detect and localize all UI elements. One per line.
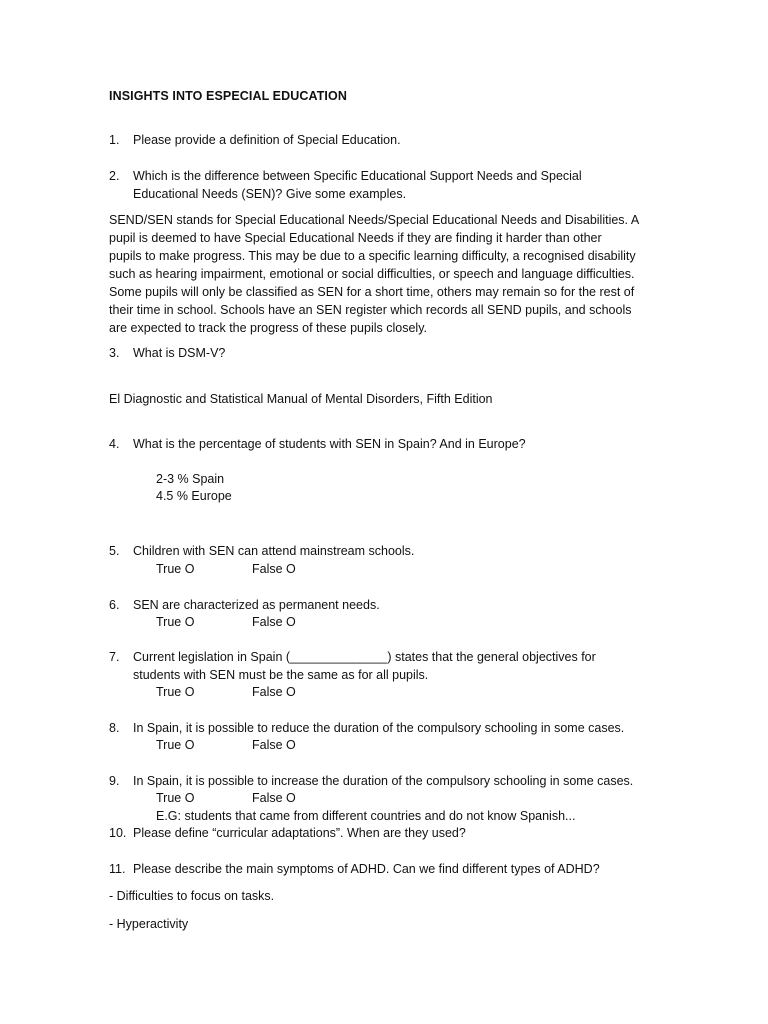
question-text-line: Educational Needs (SEN)? Give some examples. bbox=[133, 187, 407, 201]
answer-line: SEND/SEN stands for Special Educational Needs/Special Educational Needs and Disabilities. A bbox=[109, 213, 640, 227]
answer-spain-percentage: 2-3 % Spain bbox=[156, 472, 225, 486]
answer-line: Some pupils will only be classified as SEN for a short time, others may remain so for the rest of bbox=[109, 285, 635, 299]
question-text: Please provide a definition of Special Education. bbox=[133, 133, 401, 147]
question-number: 7. bbox=[109, 650, 120, 664]
false-option: False O bbox=[252, 685, 296, 699]
question-text: Children with SEN can attend mainstream schools. bbox=[133, 544, 415, 558]
question-5 bbox=[109, 542, 669, 560]
false-option: False O bbox=[252, 615, 296, 629]
question-number: 4. bbox=[109, 437, 120, 451]
question-text-line: Current legislation in Spain (______________) states that the general objectives for bbox=[133, 650, 596, 664]
question-4 bbox=[109, 435, 669, 453]
question-number: 9. bbox=[109, 774, 120, 788]
true-option: True O bbox=[156, 738, 195, 752]
question-1 bbox=[109, 131, 669, 149]
answer-line: are expected to track the progress of these pupils closely. bbox=[109, 321, 427, 335]
question-text: What is the percentage of students with SEN in Spain? And in Europe? bbox=[133, 437, 526, 451]
question-10 bbox=[109, 824, 669, 842]
answer-line: pupil is deemed to have Special Educational Needs if they are finding it harder than other bbox=[109, 231, 602, 245]
true-option: True O bbox=[156, 615, 195, 629]
question-11 bbox=[109, 860, 669, 878]
document-title: INSIGHTS INTO ESPECIAL EDUCATION bbox=[109, 89, 347, 103]
question-text-line: Which is the difference between Specific Educational Support Needs and Special bbox=[133, 169, 582, 183]
question-number: 3. bbox=[109, 346, 120, 360]
answer-line: their time in school. Schools have an SEN register which records all SEND pupils, and schools bbox=[109, 303, 632, 317]
question-6 bbox=[109, 596, 669, 614]
answer-europe-percentage: 4.5 % Europe bbox=[156, 489, 232, 503]
question-3 bbox=[109, 344, 669, 362]
question-text: Please describe the main symptoms of ADHD. Can we find different types of ADHD? bbox=[133, 862, 600, 876]
question-text: What is DSM-V? bbox=[133, 346, 226, 360]
question-number: 2. bbox=[109, 169, 120, 183]
symptom-item: - Difficulties to focus on tasks. bbox=[109, 889, 275, 903]
answer-paragraph-send bbox=[109, 211, 665, 337]
question-text-line: students with SEN must be the same as for all pupils. bbox=[133, 668, 429, 682]
true-option: True O bbox=[156, 685, 195, 699]
false-option: False O bbox=[252, 738, 296, 752]
question-9 bbox=[109, 772, 669, 790]
answer-dsm: El Diagnostic and Statistical Manual of Mental Disorders, Fifth Edition bbox=[109, 392, 493, 406]
answer-line: pupils to make progress. This may be due to a specific learning difficulty, a recognised disability bbox=[109, 249, 636, 263]
false-option: False O bbox=[252, 562, 296, 576]
symptom-item: - Hyperactivity bbox=[109, 917, 189, 931]
true-false-options bbox=[156, 789, 456, 807]
true-false-options bbox=[156, 560, 456, 578]
true-false-options bbox=[156, 683, 456, 701]
question-text: SEN are characterized as permanent needs. bbox=[133, 598, 380, 612]
question-text: In Spain, it is possible to reduce the duration of the compulsory schooling in some cases. bbox=[133, 721, 625, 735]
true-option: True O bbox=[156, 562, 195, 576]
false-option: False O bbox=[252, 791, 296, 805]
question-8 bbox=[109, 719, 669, 737]
question-7 bbox=[109, 648, 669, 684]
question-2 bbox=[109, 167, 669, 203]
question-number: 8. bbox=[109, 721, 120, 735]
question-text: Please define “curricular adaptations”. When are they used? bbox=[133, 826, 466, 840]
question-text: In Spain, it is possible to increase the duration of the compulsory schooling in some cases. bbox=[133, 774, 634, 788]
true-option: True O bbox=[156, 791, 195, 805]
question-number: 6. bbox=[109, 598, 120, 612]
answer-line: such as hearing impairment, emotional or social difficulties, or speech and language difficulties. bbox=[109, 267, 635, 281]
question-number: 5. bbox=[109, 544, 120, 558]
true-false-options bbox=[156, 613, 456, 631]
answer-example: E.G: students that came from different countries and do not know Spanish... bbox=[156, 809, 576, 823]
question-number: 1. bbox=[109, 133, 120, 147]
true-false-options bbox=[156, 736, 456, 754]
question-number: 10. bbox=[109, 826, 127, 840]
question-number: 11. bbox=[109, 862, 126, 876]
